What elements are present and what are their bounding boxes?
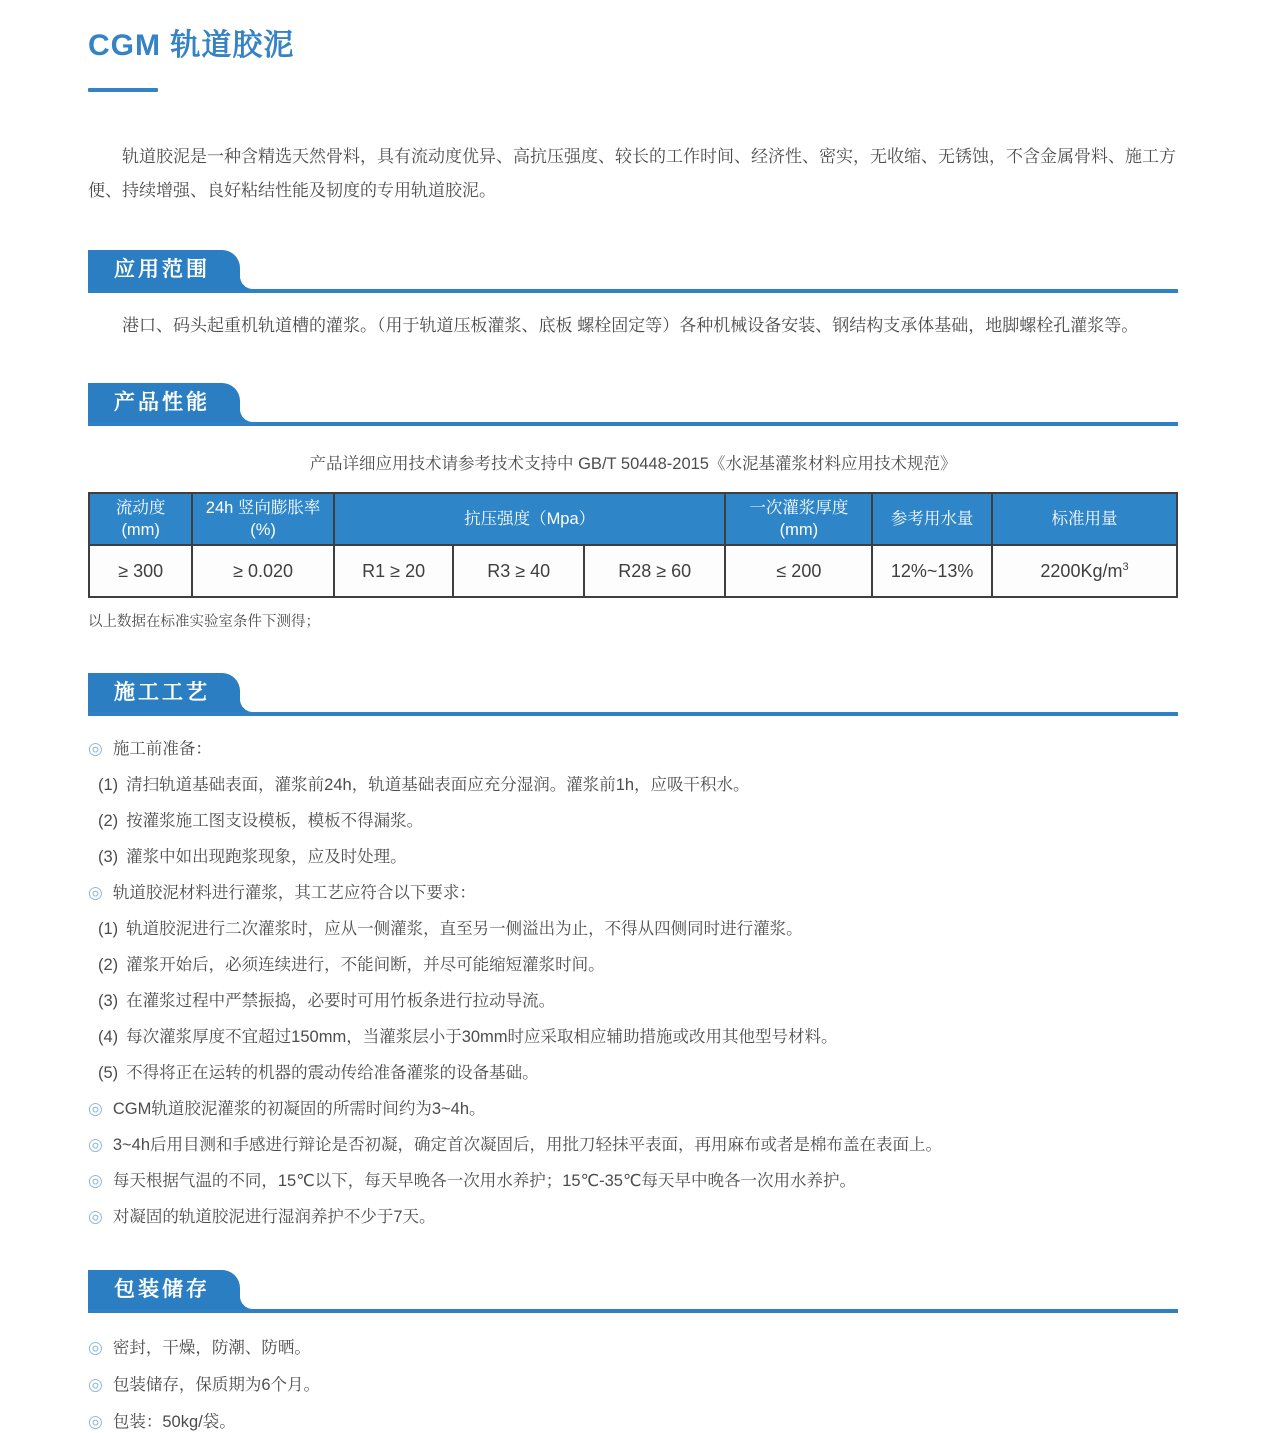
ring-bullet-icon: ◎	[88, 1099, 103, 1118]
ring-bullet-icon: ◎	[88, 1338, 103, 1357]
value-strength-r1: R1 ≥ 20	[334, 545, 454, 597]
list-item	[88, 1170, 1178, 1192]
ring-bullet-icon: ◎	[88, 1207, 103, 1226]
header-standard-dosage: 标准用量	[992, 493, 1177, 545]
list-item	[88, 918, 1178, 940]
list-item-text: 按灌浆施工图支设模板，模板不得漏浆。	[126, 812, 424, 830]
ring-bullet-icon: ◎	[88, 1375, 103, 1394]
list-item-text: 施工前准备：	[112, 740, 212, 758]
application-section-title: 应用范围	[114, 258, 210, 281]
list-item-text: 灌浆开始后，必须连续进行，不能间断，并尽可能缩短灌浆时间。	[126, 956, 605, 974]
dosage-base: 2200Kg/m	[1040, 560, 1123, 581]
value-flowability: ≥ 300	[89, 545, 192, 597]
list-item-text: CGM轨道胶泥灌浆的初凝固的所需时间约为3~4h。	[112, 1100, 486, 1118]
list-item-text: 清扫轨道基础表面，灌浆前24h，轨道基础表面应充分湿润。灌浆前1h，应吸干积水。	[126, 776, 750, 794]
packaging-section-title: 包装储存	[114, 1278, 210, 1301]
header-reference-water: 参考用水量	[872, 493, 992, 545]
title-underline	[88, 88, 158, 92]
step-number: (2)	[98, 812, 119, 830]
list-item	[88, 774, 1178, 796]
value-expansion: ≥ 0.020	[192, 545, 333, 597]
list-item	[88, 954, 1178, 976]
application-section-badge	[88, 250, 240, 289]
list-item	[88, 1337, 1178, 1359]
list-item-text: 灌浆中如出现跑浆现象，应及时处理。	[126, 848, 407, 866]
ring-bullet-icon: ◎	[88, 739, 103, 758]
packaging-list	[88, 1337, 1178, 1433]
list-item-text: 在灌浆过程中严禁振捣，必要时可用竹板条进行拉动导流。	[126, 992, 556, 1010]
header-flowability-line1: 流动度	[115, 499, 166, 517]
section-header-process	[88, 673, 1178, 716]
process-section-badge	[88, 673, 240, 712]
value-strength-r3: R3 ≥ 40	[453, 545, 584, 597]
list-item-text: 3~4h后用目测和手感进行辩论是否初凝，确定首次凝固后，用批刀轻抹平表面，再用麻布或者是棉布盖在表面上。	[112, 1136, 943, 1154]
value-standard-dosage	[992, 545, 1177, 597]
list-item-text: 每天根据气温的不同，15℃以下，每天早晚各一次用水养护；15℃-35℃每天早中晚各一次用水养护。	[112, 1172, 856, 1190]
header-expansion-line1: 24h 竖向膨胀率	[205, 499, 321, 517]
list-item	[88, 1206, 1178, 1228]
section-header-application	[88, 250, 1178, 293]
list-item	[88, 1062, 1178, 1084]
ring-bullet-icon: ◎	[88, 1412, 103, 1431]
list-item	[88, 1134, 1178, 1156]
header-grout-thickness-line1: 一次灌浆厚度	[749, 499, 849, 517]
list-item	[88, 1374, 1178, 1396]
list-item	[88, 1411, 1178, 1433]
list-item-text: 不得将正在运转的机器的震动传给准备灌浆的设备基础。	[126, 1064, 539, 1082]
step-number: (1)	[98, 776, 119, 794]
header-grout-thickness	[725, 493, 872, 545]
list-item	[88, 882, 1178, 904]
section-header-packaging	[88, 1270, 1178, 1313]
header-expansion-line2: (%)	[250, 521, 276, 539]
list-item	[88, 1098, 1178, 1120]
step-number: (2)	[98, 956, 119, 974]
section-header-performance	[88, 383, 1178, 426]
performance-section-badge	[88, 383, 240, 422]
header-flowability-line2: (mm)	[121, 521, 160, 539]
step-number: (3)	[98, 992, 119, 1010]
header-compressive-strength: 抗压强度（Mpa）	[334, 493, 726, 545]
process-list	[88, 738, 1178, 1228]
application-body: 港口、码头起重机轨道槽的灌浆。（用于轨道压板灌浆、底板 螺栓固定等）各种机械设备安装、钢结构支承体基础，地脚螺栓孔灌浆等。	[122, 316, 1139, 335]
header-expansion	[192, 493, 333, 545]
list-item	[88, 846, 1178, 868]
list-item-text: 包装储存，保质期为6个月。	[112, 1376, 321, 1394]
table-data-row	[89, 545, 1177, 597]
step-number: (3)	[98, 848, 119, 866]
header-grout-thickness-line2: (mm)	[779, 521, 819, 539]
table-header-row	[89, 493, 1177, 545]
ring-bullet-icon: ◎	[88, 1171, 103, 1190]
performance-reference-text: 产品详细应用技术请参考技术支持中 GB/T 50448-2015《水泥基灌浆材料应用技术规范》	[309, 455, 957, 473]
ring-bullet-icon: ◎	[88, 1135, 103, 1154]
page-title: CGM 轨道胶泥	[88, 29, 295, 62]
list-item	[88, 738, 1178, 760]
list-item-text: 轨道胶泥进行二次灌浆时，应从一侧灌浆，直至另一侧溢出为止，不得从四侧同时进行灌浆。	[126, 920, 803, 938]
list-item-text: 每次灌浆厚度不宜超过150mm，当灌浆层小于30mm时应采取相应辅助措施或改用其他型号材料。	[126, 1028, 838, 1046]
performance-section-title: 产品性能	[114, 391, 210, 414]
performance-table	[88, 492, 1178, 598]
list-item-text: 密封，干燥，防潮、防晒。	[112, 1339, 311, 1357]
intro-paragraph: 轨道胶泥是一种含精选天然骨料，具有流动度优异、高抗压强度、较长的工作时间、经济性、密实，无收缩、无锈蚀，不含金属骨料、施工方便、持续增强、良好粘结性能及韧度的专用轨道胶泥。	[88, 147, 1176, 200]
process-section-title: 施工工艺	[114, 681, 210, 704]
ring-bullet-icon: ◎	[88, 883, 103, 902]
list-item-text: 包装：50kg/袋。	[112, 1413, 236, 1431]
value-reference-water: 12%~13%	[872, 545, 992, 597]
value-grout-thickness: ≤ 200	[725, 545, 872, 597]
list-item-text: 对凝固的轨道胶泥进行湿润养护不少于7天。	[112, 1208, 436, 1226]
header-flowability	[89, 493, 192, 545]
value-strength-r28: R28 ≥ 60	[584, 545, 725, 597]
dosage-superscript: 3	[1122, 560, 1129, 573]
step-number: (5)	[98, 1064, 119, 1082]
step-number: (1)	[98, 920, 119, 938]
packaging-section-badge	[88, 1270, 240, 1309]
table-note: 以上数据在标准实验室条件下测得；	[88, 614, 320, 630]
step-number: (4)	[98, 1028, 119, 1046]
list-item	[88, 990, 1178, 1012]
list-item	[88, 810, 1178, 832]
list-item-text: 轨道胶泥材料进行灌浆，其工艺应符合以下要求：	[112, 884, 476, 902]
list-item	[88, 1026, 1178, 1048]
